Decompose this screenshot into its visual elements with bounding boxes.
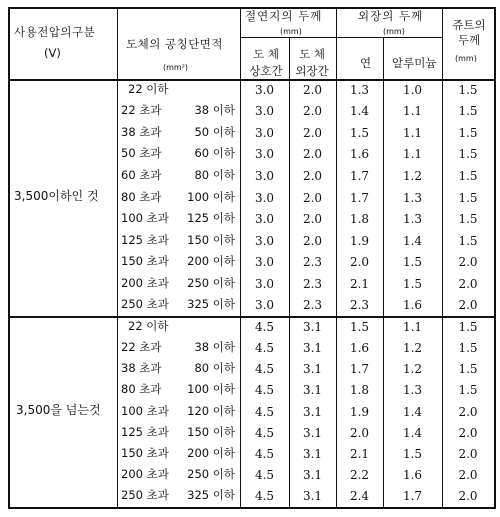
insulation-between-cell: 3.0 bbox=[254, 255, 275, 270]
insulation-between-cell: 4.5 bbox=[254, 319, 275, 334]
aluminum-cell: 1.5 bbox=[402, 446, 423, 461]
jute-cell: 1.5 bbox=[458, 190, 478, 205]
area-cell: 150 초과 200 이하 bbox=[121, 254, 235, 269]
area-cell: 200 초과 250 이하 bbox=[121, 275, 235, 290]
jute-cell: 1.5 bbox=[458, 147, 478, 162]
header-jute-unit: (mm) bbox=[455, 54, 477, 63]
header-bottom-rule bbox=[8, 79, 494, 81]
header-jute-thickness: 쥬트의 두께 bbox=[452, 18, 486, 47]
insulation-between-cell: 4.5 bbox=[254, 362, 275, 377]
header-voltage-unit: (V) bbox=[44, 46, 61, 60]
group-split-rule bbox=[8, 316, 494, 318]
aluminum-cell: 1.3 bbox=[402, 212, 423, 227]
header-insulation-unit: (mm) bbox=[280, 27, 302, 36]
header-lead: 연 bbox=[360, 56, 372, 70]
header-sub-rule-sheath bbox=[336, 37, 442, 38]
insulation-sheath-cell: 3.1 bbox=[302, 362, 323, 377]
lead-cell: 1.7 bbox=[349, 362, 370, 377]
insulation-sheath-cell: 2.0 bbox=[302, 82, 323, 97]
jute-cell: 1.5 bbox=[458, 82, 478, 97]
lead-cell: 2.1 bbox=[349, 276, 370, 291]
aluminum-cell: 1.4 bbox=[402, 404, 423, 419]
insulation-between-cell: 3.0 bbox=[254, 104, 275, 119]
lead-cell: 2.2 bbox=[349, 468, 370, 483]
lead-cell: 1.9 bbox=[349, 404, 370, 419]
lead-cell: 1.6 bbox=[349, 147, 370, 162]
col-rule-6 bbox=[442, 7, 443, 507]
jute-cell: 2.0 bbox=[458, 468, 478, 483]
header-conductor-to-sheath: 도 체 외장간 bbox=[295, 47, 329, 78]
area-cell: 80 초과 100 이하 bbox=[121, 189, 235, 204]
lead-cell: 2.0 bbox=[349, 255, 370, 270]
group-label-up-to-3500: 3,500이하인 것 bbox=[14, 189, 99, 203]
insulation-between-cell: 4.5 bbox=[254, 383, 275, 398]
lead-cell: 2.0 bbox=[349, 425, 370, 440]
jute-cell: 2.0 bbox=[458, 425, 478, 440]
jute-cell: 1.5 bbox=[458, 340, 478, 355]
insulation-between-cell: 3.0 bbox=[254, 298, 275, 313]
aluminum-cell: 1.2 bbox=[402, 340, 423, 355]
insulation-sheath-cell: 2.0 bbox=[302, 147, 323, 162]
aluminum-cell: 1.5 bbox=[402, 276, 423, 291]
col-rule-5 bbox=[383, 37, 384, 507]
insulation-sheath-cell: 3.1 bbox=[302, 319, 323, 334]
area-cell: 125 초과 150 이하 bbox=[121, 424, 235, 439]
insulation-sheath-cell: 2.0 bbox=[302, 125, 323, 140]
jute-cell: 1.5 bbox=[458, 319, 478, 334]
jute-cell: 2.0 bbox=[458, 255, 478, 270]
jute-cell: 1.5 bbox=[458, 233, 478, 248]
lead-cell: 1.6 bbox=[349, 340, 370, 355]
insulation-between-cell: 4.5 bbox=[254, 404, 275, 419]
insulation-sheath-cell: 3.1 bbox=[302, 425, 323, 440]
aluminum-cell: 1.0 bbox=[402, 82, 423, 97]
insulation-sheath-cell: 3.1 bbox=[302, 383, 323, 398]
header-sub-rule-insulation bbox=[240, 37, 336, 38]
aluminum-cell: 1.1 bbox=[402, 147, 423, 162]
border-top bbox=[8, 7, 494, 9]
group-label-over-3500: 3,500을 넘는것 bbox=[16, 403, 101, 417]
area-cell: 150 초과 200 이하 bbox=[121, 445, 235, 460]
header-sheath-thickness: 외장의 두께 bbox=[358, 9, 424, 23]
border-bottom bbox=[8, 507, 495, 509]
insulation-between-cell: 3.0 bbox=[254, 233, 275, 248]
insulation-between-cell: 4.5 bbox=[254, 468, 275, 483]
col-rule-4 bbox=[336, 7, 337, 507]
area-cell: 125 초과 150 이하 bbox=[121, 232, 235, 247]
aluminum-cell: 1.7 bbox=[402, 489, 423, 504]
col-rule-3 bbox=[289, 37, 290, 507]
border-left bbox=[8, 7, 10, 509]
insulation-sheath-cell: 2.0 bbox=[302, 104, 323, 119]
insulation-between-cell: 3.0 bbox=[254, 125, 275, 140]
insulation-sheath-cell: 2.0 bbox=[302, 233, 323, 248]
jute-cell: 2.0 bbox=[458, 489, 478, 504]
jute-cell: 1.5 bbox=[458, 212, 478, 227]
area-cell: 80 초과 100 이하 bbox=[121, 382, 235, 397]
jute-cell: 1.5 bbox=[458, 104, 478, 119]
area-cell: 22 이하 bbox=[128, 81, 169, 96]
aluminum-cell: 1.2 bbox=[402, 168, 423, 183]
insulation-sheath-cell: 2.3 bbox=[302, 276, 323, 291]
aluminum-cell: 1.2 bbox=[402, 362, 423, 377]
col-rule-2 bbox=[240, 7, 241, 507]
aluminum-cell: 1.3 bbox=[402, 190, 423, 205]
area-cell: 22 초과 38 이하 bbox=[121, 103, 235, 118]
insulation-between-cell: 3.0 bbox=[254, 190, 275, 205]
aluminum-cell: 1.6 bbox=[402, 298, 423, 313]
insulation-sheath-cell: 2.0 bbox=[302, 190, 323, 205]
lead-cell: 1.3 bbox=[349, 82, 370, 97]
jute-cell: 1.5 bbox=[458, 168, 478, 183]
area-cell: 22 초과 38 이하 bbox=[121, 339, 235, 354]
insulation-sheath-cell: 2.0 bbox=[302, 168, 323, 183]
header-between-conductors: 도 체 상호간 bbox=[249, 47, 283, 78]
jute-cell: 2.0 bbox=[458, 404, 478, 419]
area-cell: 100 초과 125 이하 bbox=[121, 211, 235, 226]
area-cell: 50 초과 60 이하 bbox=[121, 146, 235, 161]
insulation-between-cell: 3.0 bbox=[254, 147, 275, 162]
lead-cell: 1.5 bbox=[349, 319, 370, 334]
aluminum-cell: 1.1 bbox=[402, 125, 423, 140]
area-cell: 100 초과 120 이하 bbox=[121, 403, 235, 418]
jute-cell: 1.5 bbox=[458, 125, 478, 140]
aluminum-cell: 1.1 bbox=[402, 319, 423, 334]
lead-cell: 1.7 bbox=[349, 168, 370, 183]
header-conductor-area-unit: (mm²) bbox=[163, 63, 189, 72]
lead-cell: 2.3 bbox=[349, 298, 370, 313]
aluminum-cell: 1.5 bbox=[402, 255, 423, 270]
area-cell: 250 초과 325 이하 bbox=[121, 488, 235, 503]
jute-cell: 1.5 bbox=[458, 362, 478, 377]
area-cell: 60 초과 80 이하 bbox=[121, 167, 235, 182]
lead-cell: 1.5 bbox=[349, 125, 370, 140]
insulation-between-cell: 3.0 bbox=[254, 168, 275, 183]
header-aluminum: 알루미늄 bbox=[392, 56, 437, 70]
header-conductor-area: 도체의 공칭단면적 bbox=[126, 37, 224, 51]
insulation-between-cell: 4.5 bbox=[254, 446, 275, 461]
aluminum-cell: 1.3 bbox=[402, 383, 423, 398]
insulation-sheath-cell: 3.1 bbox=[302, 446, 323, 461]
header-insulation-thickness: 절연지의 두께 bbox=[245, 9, 323, 23]
lead-cell: 1.9 bbox=[349, 233, 370, 248]
aluminum-cell: 1.1 bbox=[402, 104, 423, 119]
insulation-between-cell: 3.0 bbox=[254, 212, 275, 227]
jute-cell: 2.0 bbox=[458, 446, 478, 461]
jute-cell: 1.5 bbox=[458, 383, 478, 398]
jute-cell: 2.0 bbox=[458, 276, 478, 291]
lead-cell: 1.8 bbox=[349, 212, 370, 227]
col-rule-1 bbox=[117, 7, 118, 507]
aluminum-cell: 1.6 bbox=[402, 468, 423, 483]
insulation-sheath-cell: 3.1 bbox=[302, 340, 323, 355]
insulation-between-cell: 4.5 bbox=[254, 340, 275, 355]
insulation-sheath-cell: 2.3 bbox=[302, 255, 323, 270]
lead-cell: 2.1 bbox=[349, 446, 370, 461]
aluminum-cell: 1.4 bbox=[402, 425, 423, 440]
border-right bbox=[494, 7, 496, 509]
lead-cell: 1.8 bbox=[349, 383, 370, 398]
header-sheath-unit: (mm) bbox=[383, 27, 405, 36]
jute-cell: 2.0 bbox=[458, 298, 478, 313]
insulation-between-cell: 3.0 bbox=[254, 276, 275, 291]
lead-cell: 2.4 bbox=[349, 489, 370, 504]
insulation-sheath-cell: 2.0 bbox=[302, 212, 323, 227]
lead-cell: 1.7 bbox=[349, 190, 370, 205]
area-cell: 22 이하 bbox=[128, 318, 169, 333]
area-cell: 250 초과 325 이하 bbox=[121, 297, 235, 312]
insulation-sheath-cell: 2.3 bbox=[302, 298, 323, 313]
aluminum-cell: 1.4 bbox=[402, 233, 423, 248]
insulation-between-cell: 3.0 bbox=[254, 82, 275, 97]
insulation-sheath-cell: 3.1 bbox=[302, 468, 323, 483]
insulation-between-cell: 4.5 bbox=[254, 489, 275, 504]
insulation-sheath-cell: 3.1 bbox=[302, 489, 323, 504]
area-cell: 38 초과 50 이하 bbox=[121, 124, 235, 139]
lead-cell: 1.4 bbox=[349, 104, 370, 119]
insulation-between-cell: 4.5 bbox=[254, 425, 275, 440]
area-cell: 200 초과 250 이하 bbox=[121, 467, 235, 482]
area-cell: 38 초과 80 이하 bbox=[121, 361, 235, 376]
insulation-sheath-cell: 3.1 bbox=[302, 404, 323, 419]
header-voltage-class: 사용전압의구분 bbox=[14, 25, 96, 39]
